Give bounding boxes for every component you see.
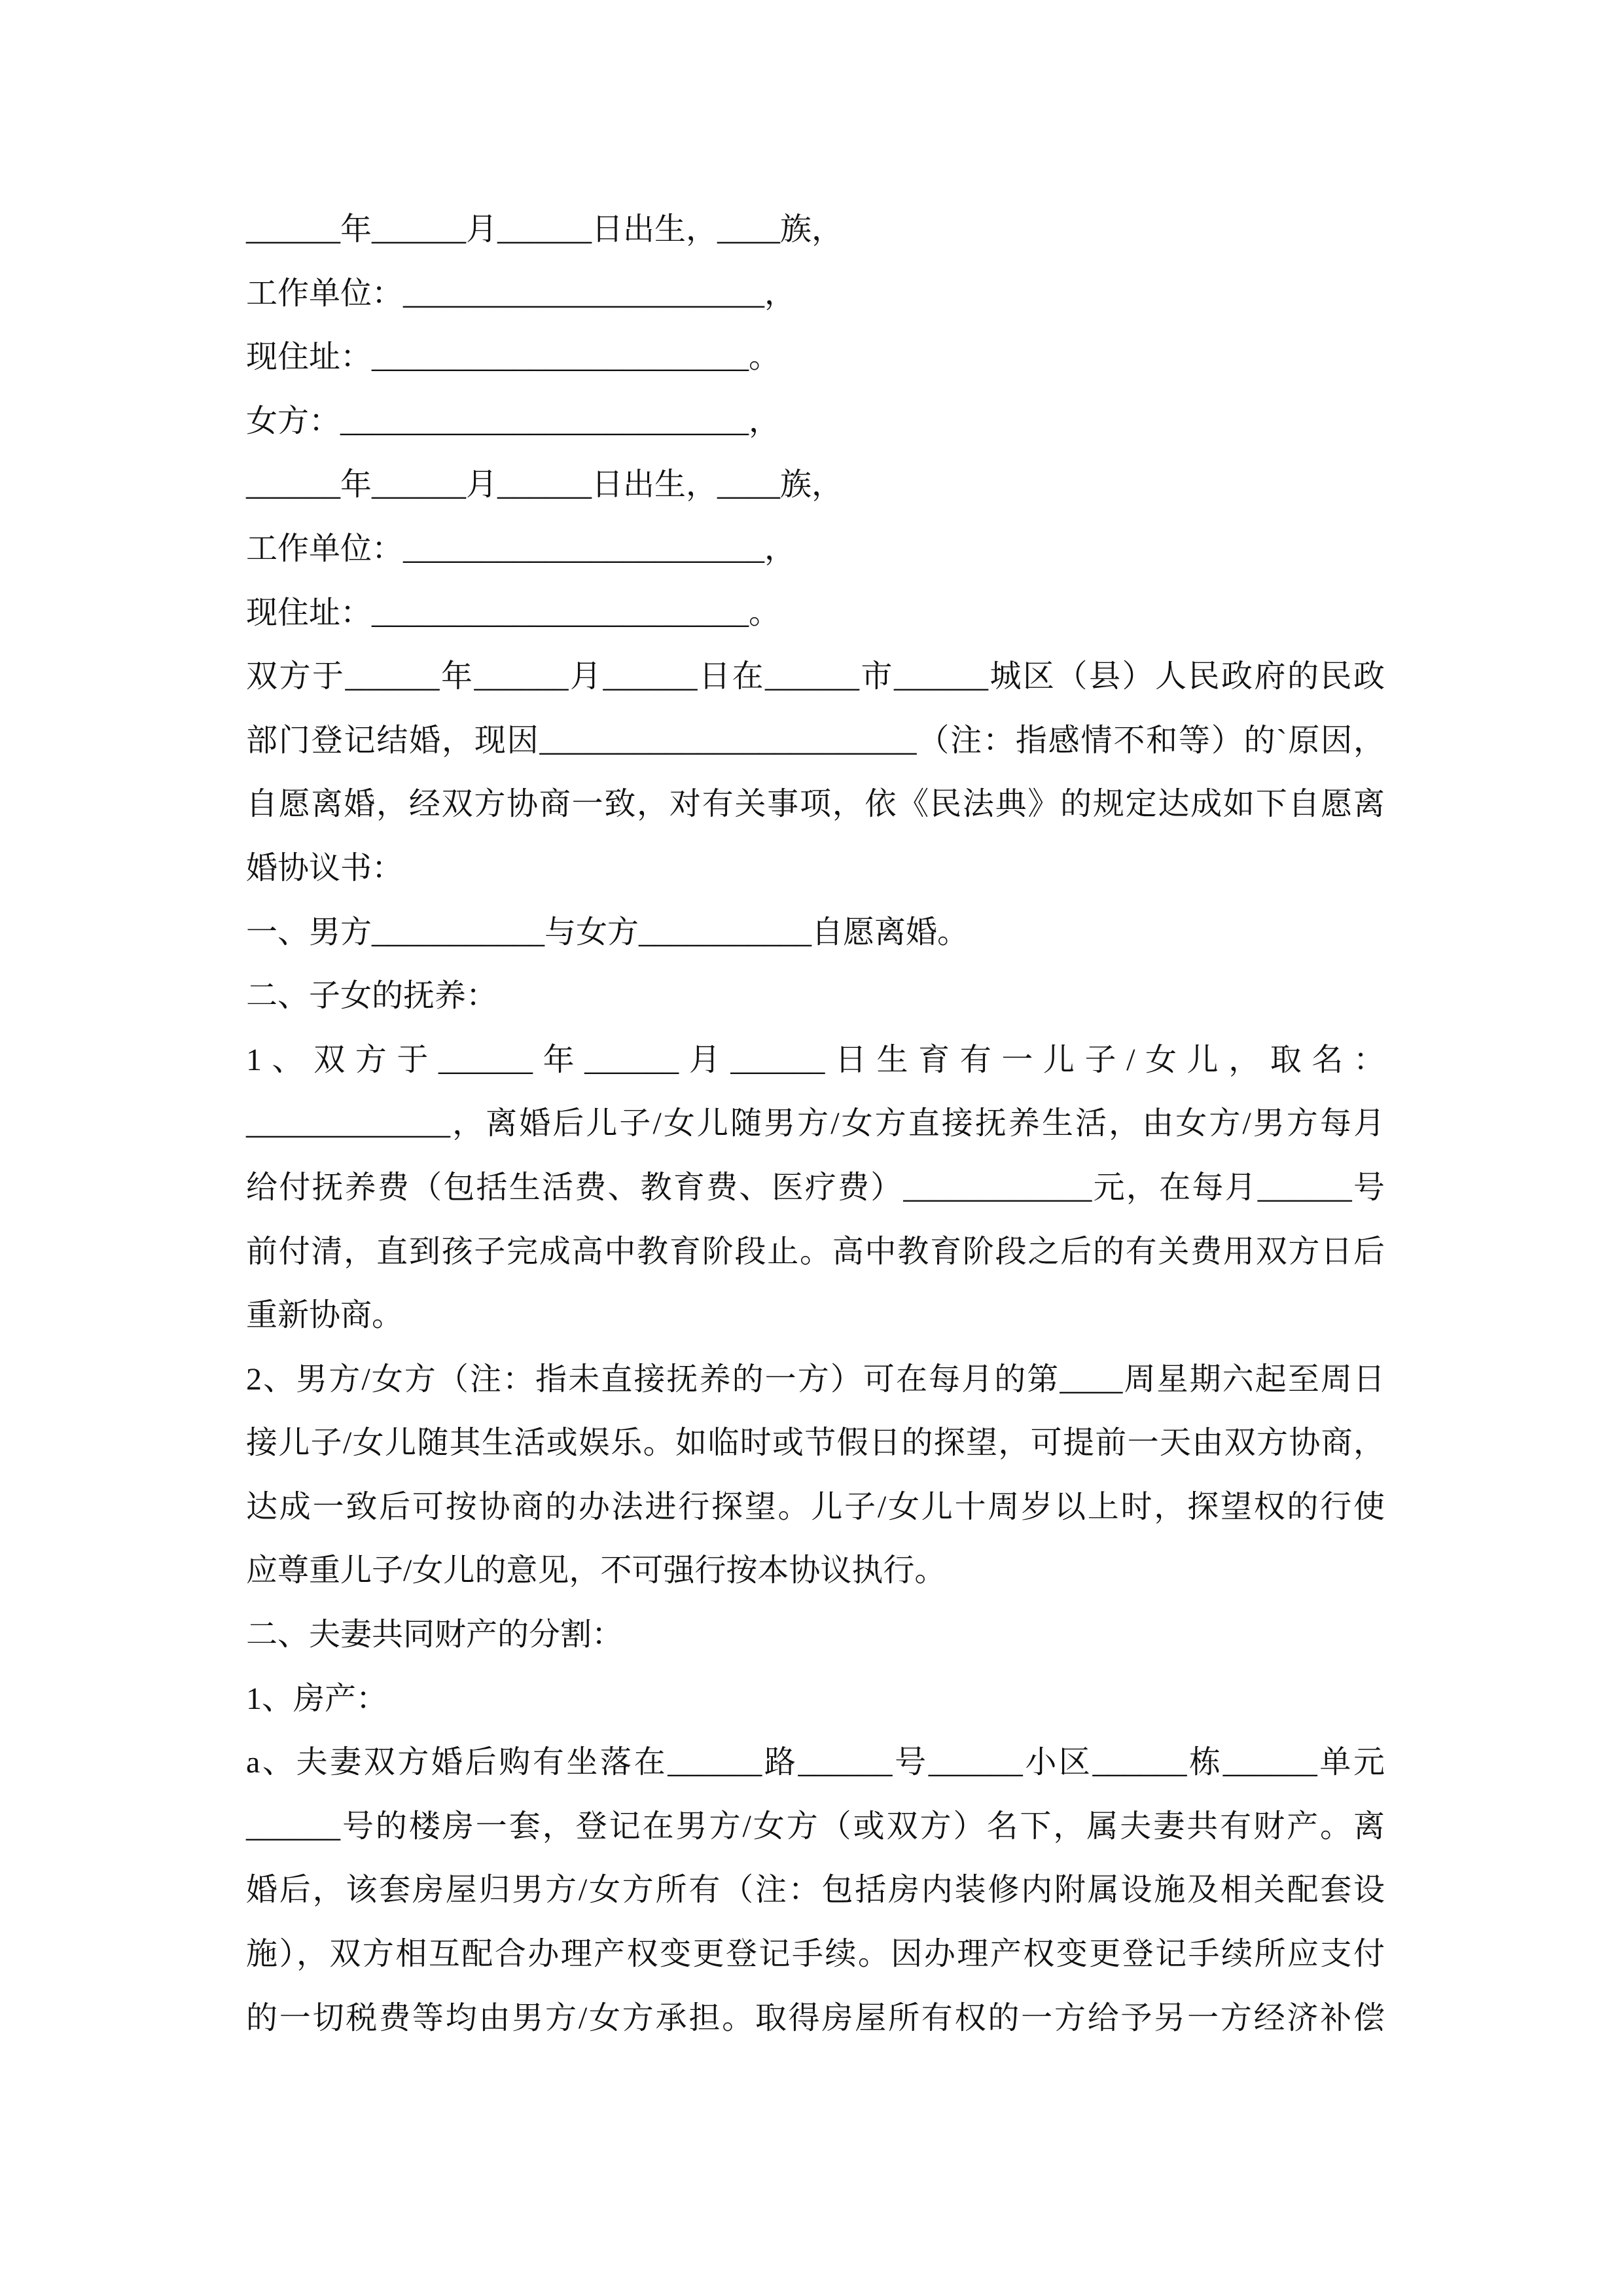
text-line: 应尊重儿子/女儿的意见，不可强行按本协议执行。 (246, 1553, 946, 1588)
text-line: 前付清，直到孩子完成高中教育阶段止。高中教育阶段之后的有关费用双方日后 (246, 1234, 1385, 1269)
text-line: 婚协议书： (246, 850, 404, 886)
text-line: 工作单位：_______________________， (246, 276, 796, 311)
text-line: a、夫妻双方婚后购有坐落在______路______号______小区______栋______单元 (246, 1745, 1385, 1780)
text-line: 的一切税费等均由男方/女方承担。取得房屋所有权的一方给予另一方经济补偿 (246, 2000, 1385, 2036)
text-line: 双方于______年______月______日在______市______城区（县）人民政府的民政 (246, 659, 1385, 694)
text-line: 1、双方于______年______月______日生育有一儿子/女儿，取名： (246, 1042, 1385, 1077)
text-line: 一、男方___________与女方___________自愿离婚。 (246, 914, 969, 950)
text-line: ______年______月______日出生，____族， (246, 212, 844, 247)
text-line: 现住址：________________________。 (246, 340, 781, 375)
text-line: _____________，离婚后儿子/女儿随男方/女方直接抚养生活，由女方/男方每月 (246, 1106, 1385, 1141)
text-line: 女方：__________________________， (246, 403, 781, 439)
text-line: 施），双方相互配合办理产权变更登记手续。因办理产权变更登记手续所应支付 (246, 1937, 1385, 1972)
text-line: 2、男方/女方（注：指未直接抚养的一方）可在每月的第____周星期六起至周日 (246, 1361, 1385, 1397)
text-line: ______号的楼房一套，登记在男方/女方（或双方）名下，属夫妻共有财产。离 (246, 1808, 1385, 1844)
text-line: 重新协商。 (246, 1298, 404, 1333)
text-line: 二、夫妻共同财产的分割： (246, 1617, 624, 1653)
text-line: 二、子女的抚养： (246, 978, 498, 1014)
text-line: 1、房产： (246, 1681, 388, 1716)
text-line: ______年______月______日出生，____族， (246, 467, 844, 503)
text-line: 给付抚养费（包括生活费、教育费、医疗费）____________元，在每月______号 (246, 1170, 1385, 1205)
text-line: 现住址：________________________。 (246, 595, 781, 630)
text-line: 接儿子/女儿随其生活或娱乐。如临时或节假日的探望，可提前一天由双方协商， (246, 1426, 1385, 1461)
text-line: 达成一致后可按协商的办法进行探望。儿子/女儿十周岁以上时，探望权的行使 (246, 1489, 1385, 1524)
document-page (246, 198, 1385, 2050)
text-line: 工作单位：_______________________， (246, 531, 796, 566)
text-line: 自愿离婚，经双方协商一致，对有关事项，依《民法典》的规定达成如下自愿离 (246, 787, 1385, 822)
text-line: 婚后，该套房屋归男方/女方所有（注：包括房内装修内附属设施及相关配套设 (246, 1873, 1385, 1908)
text-line: 部门登记结婚，现因________________________（注：指感情不和等）的`原因， (246, 723, 1385, 758)
